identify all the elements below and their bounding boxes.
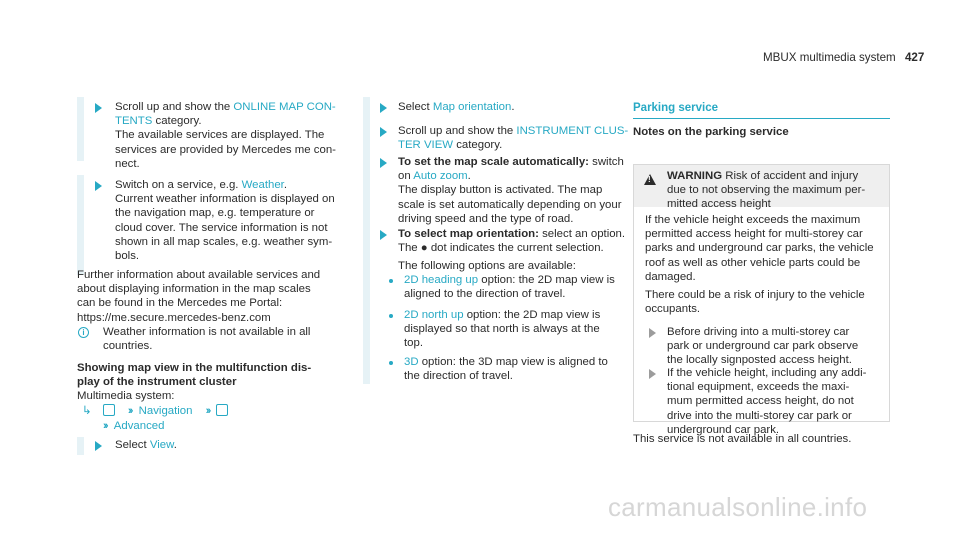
header-title: MBUX multimedia system [763,51,896,64]
menu-path-2 [103,419,164,433]
col3-footnote: This service is not available in all countries. [633,433,852,445]
bullet-icon [389,314,393,318]
text: The ● dot indicates the current selection. [398,242,604,255]
weather-link[interactable]: Weather [241,179,284,191]
warning-title [667,169,885,212]
col1-bar-3 [77,437,84,455]
menu-path [82,404,362,418]
col2-s1 [398,100,515,114]
text: category. [152,115,202,128]
text: play of the instrument cluster [77,376,237,389]
step-arrow-icon [380,127,387,137]
option-2d-north-up [404,308,644,351]
text: select an option. [538,228,626,240]
text: The display button is activated. The map [398,184,603,197]
2d-north-up-link[interactable]: 2D north up [404,309,464,321]
text: park or underground car park observe [667,340,859,353]
text: Switch on a service, e.g. [115,179,242,191]
option-3d [404,355,644,383]
text: parks and underground car parks, the vehicle [645,242,874,255]
option-2d-heading-up [404,273,644,301]
text: permitted access height for multi-storey car [645,228,863,241]
text: WARNING [667,170,723,182]
text: countries. [103,340,153,353]
map-orientation-link[interactable]: Map orientation [432,101,512,113]
col1-system: Multimedia system: [77,390,175,402]
chevron-icon: ›› [103,420,107,432]
text: To set the map scale automatically: [398,156,589,168]
text: scale is set automatically depending on your [398,198,622,211]
2d-heading-up-link[interactable]: 2D heading up [404,274,479,286]
section-rule [633,118,890,119]
online-map-contents-link-2[interactable]: TENTS [115,115,153,128]
text: To select map orientation: [398,228,539,240]
warning-p2 [645,288,885,316]
col2-s4 [398,227,643,274]
instrument-cluster-view-link-2[interactable]: TER VIEW [398,139,454,152]
chevron-icon: ›› [127,405,132,417]
text: underground car park. [667,423,780,436]
text: switch [588,156,624,168]
text: Scroll up and show the [398,125,517,137]
online-map-contents-link[interactable]: ONLINE MAP CON- [233,101,336,113]
chevron-icon: ›› [205,405,210,417]
text: . [283,179,288,191]
text: mitted access height [667,198,771,211]
text: can be found in the Mercedes me Portal: [77,297,283,310]
sub-heading: Notes on the parking service [633,126,789,138]
watermark: carmanualsonline.info [608,492,868,522]
view-link[interactable]: View [149,439,174,451]
step-arrow-icon [649,328,656,338]
text: bols. [115,250,140,263]
path-arrow-icon: ↳ [82,405,92,417]
home-icon[interactable] [103,404,115,416]
text: Further information about available services and [77,269,321,281]
text: tional equipment, exceeds the maxi- [667,381,850,394]
text: Showing map view in the multifunction dis- [77,362,312,374]
col1-heading [77,361,357,389]
warning-p1 [645,213,885,284]
step-arrow-icon [649,369,656,379]
text: on [398,170,414,183]
step-arrow-icon [380,230,387,240]
text: category. [453,139,503,152]
bullet-icon [389,361,393,365]
text: Risk of accident and injury [722,170,859,182]
url-text: https://me.secure.mercedes-benz.com [77,311,271,324]
step-arrow-icon [380,103,387,113]
text: The available services are displayed. The [115,129,325,142]
text: the direction of travel. [404,370,513,383]
col1-info [103,325,353,353]
col1-step3 [115,438,177,452]
step-arrow-icon [95,181,102,191]
text: mum permitted access height, do not [667,395,854,408]
text: The following options are available: [398,260,576,273]
text: Weather information is not available in all [103,326,311,338]
text: displayed so that north is always at the [404,323,600,336]
settings-icon[interactable] [216,404,228,416]
bullet-icon [389,279,393,283]
col1-paragraph [77,268,357,325]
navigation-menu[interactable]: Navigation [138,405,193,417]
text: Scroll up and show the [115,101,234,113]
text: services are provided by Mercedes me con- [115,143,336,156]
warning-b1 [667,325,887,368]
step-arrow-icon [95,103,102,113]
text: drive into the multi-storey car park or [667,409,852,422]
col1-step1 [115,100,355,171]
text: . [511,101,515,113]
text: top. [404,337,423,350]
step-arrow-icon [380,158,387,168]
text: occupants. [645,303,701,316]
text: roof as well as other vehicle parts could be [645,256,861,269]
info-icon: i [78,327,89,338]
warning-b2 [667,366,887,437]
warning-mark: ! [648,175,651,184]
text: cloud cover. The service information is not [115,221,328,234]
text: There could be a risk of injury to the vehicle [645,289,865,301]
text: driving speed and the type of road. [398,212,574,225]
text: If the vehicle height exceeds the maximum [645,214,861,226]
text: Before driving into a multi-storey car [667,326,850,338]
col2-bar [363,97,370,384]
text: due to not observing the maximum per- [667,184,866,197]
text: option: the 2D map view is [478,274,615,286]
col2-s2 [398,124,638,152]
3d-link[interactable]: 3D [404,356,419,368]
text: the locally signposted access height. [667,354,852,367]
advanced-menu[interactable]: Advanced [113,420,165,432]
text: Select [115,439,150,451]
section-title: Parking service [633,102,719,114]
text: about displaying information in the map scales [77,283,311,296]
step-arrow-icon [95,441,102,451]
text: Current weather information is displayed on [115,193,335,206]
warning-box [633,164,890,436]
text: the navigation map, e.g. temperature or [115,207,315,220]
text: option: the 2D map view is [463,309,601,321]
col2-s3 [398,155,643,226]
running-header [763,51,924,65]
text: shown in all map scales, e.g. weather sym- [115,235,333,248]
text: . [467,170,471,183]
text: damaged. [645,270,696,283]
text: Select [398,101,433,113]
text: If the vehicle height, including any addi- [667,367,867,379]
col1-bar-1 [77,97,84,161]
col1-step2 [115,178,355,263]
auto-zoom-link[interactable]: Auto zoom [413,170,468,183]
text: option: the 3D map view is aligned to [418,356,608,368]
col1-bar-2 [77,175,84,275]
text: aligned to the direction of travel. [404,288,566,301]
instrument-cluster-view-link[interactable]: INSTRUMENT CLUS- [516,125,629,137]
text: nect. [115,157,140,170]
text: . [173,439,177,451]
page-number: 427 [904,51,925,64]
